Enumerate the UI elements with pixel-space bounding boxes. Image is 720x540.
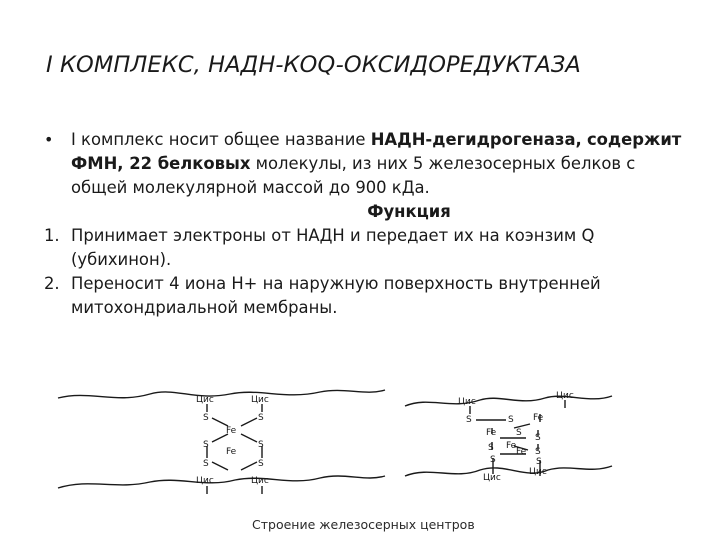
left-cys-bottom-2: Цис (251, 476, 269, 486)
left-top-chain (58, 390, 385, 398)
slide-body (44, 128, 694, 320)
left-s-6: S (258, 459, 264, 469)
right-fe-2: Fe (486, 428, 497, 438)
left-cys-top-1: Цис (196, 395, 214, 405)
right-cys-2: Цис (556, 391, 574, 401)
bullet-bold-2: содержит ФМН, 22 белковых (71, 130, 682, 173)
right-s-1: S (466, 415, 472, 425)
left-cys-top-2: Цис (251, 395, 269, 405)
right-fe-4: Fe (516, 447, 527, 457)
left-bottom-chain (58, 476, 385, 488)
right-fe-1: Fe (533, 413, 544, 423)
bullet-paragraph (44, 128, 694, 200)
right-cys-4: Цис (529, 467, 547, 477)
left-s-5: S (203, 459, 209, 469)
right-top-chain (405, 396, 612, 406)
function-item-2 (44, 272, 694, 320)
bullet-text-1: I комплекс носит общее название (71, 130, 371, 149)
right-s-6: S (535, 447, 541, 457)
left-s-4: S (258, 440, 264, 450)
bullet-bold-1: НАДН-дегидрогеназа, (370, 130, 582, 149)
right-cys-3: Цис (483, 473, 501, 483)
bullet-marker: • (44, 130, 54, 149)
left-fe-1: Fe (226, 426, 237, 436)
right-s-8: S (536, 457, 542, 467)
slide-title: I КОМПЛЕКС, НАДН-КОQ-ОКСИДОРЕДУКТАЗА (46, 52, 581, 78)
iron-sulfur-diagram (0, 370, 720, 520)
left-s-1: S (203, 413, 209, 423)
function-text-2: Переносит 4 иона Н+ на наружную поверхность внутренней митохондриальной мембраны. (71, 274, 601, 317)
function-marker-2: 2. (44, 274, 60, 293)
left-fe-2: Fe (226, 447, 237, 457)
right-cys-1: Цис (458, 397, 476, 407)
bullet-text-2: молекулы, из них 5 железосерных белков с общей молекулярной массой до 900 кДа. (71, 154, 636, 197)
right-s-4: S (535, 433, 541, 443)
right-s-5: S (488, 443, 494, 453)
function-text-1: Принимает электроны от НАДН и передает их на коэнзим Q (убихинон). (71, 226, 595, 269)
right-s-3: S (516, 428, 522, 438)
figure-caption: Строение железосерных центров (252, 517, 475, 532)
right-s-7: S (490, 455, 496, 465)
function-item-1 (44, 224, 694, 272)
function-marker-1: 1. (44, 226, 60, 245)
right-fe-3: Fe (506, 441, 517, 451)
left-s-3: S (203, 440, 209, 450)
right-bottom-chain (405, 466, 612, 476)
function-heading: Функция (367, 202, 451, 221)
left-s-2: S (258, 413, 264, 423)
left-cys-bottom-1: Цис (196, 476, 214, 486)
right-s-2: S (508, 415, 514, 425)
